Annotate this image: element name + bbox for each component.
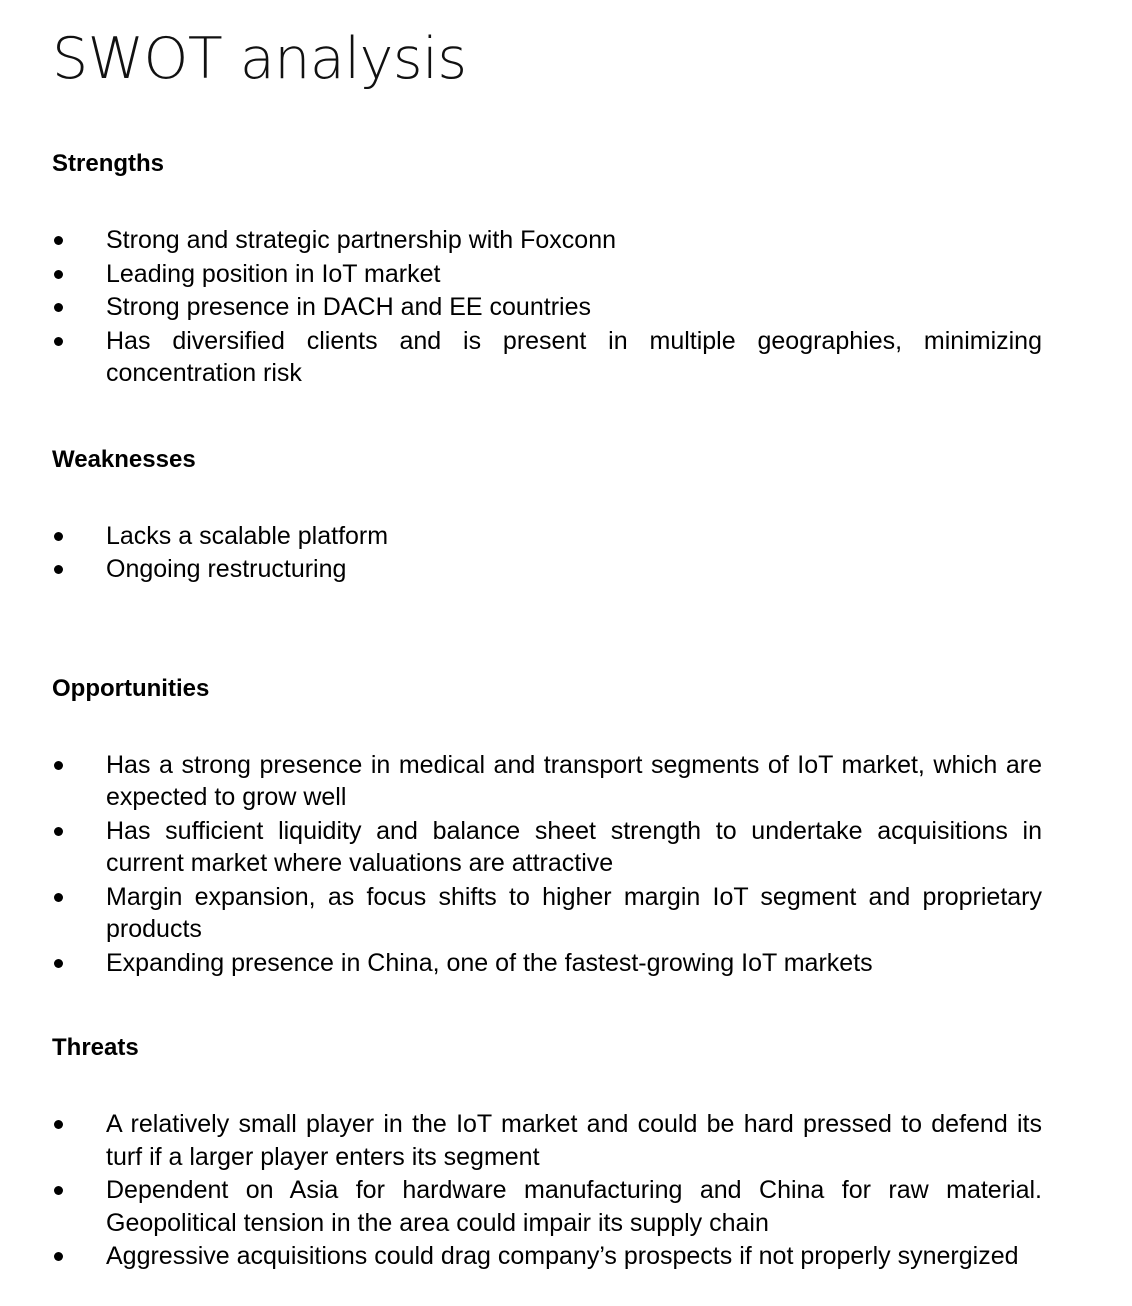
list-item bbox=[52, 1108, 1042, 1173]
weaknesses-list bbox=[52, 520, 1042, 586]
list-item bbox=[52, 325, 1042, 390]
list-item bbox=[52, 258, 1042, 291]
strengths-heading: Strengths bbox=[52, 150, 165, 177]
bullet-icon bbox=[54, 236, 63, 245]
section-opportunities bbox=[52, 674, 1042, 980]
bullet-icon bbox=[54, 303, 63, 312]
strengths-list bbox=[52, 224, 1042, 390]
bullet-icon bbox=[54, 270, 63, 279]
list-item-text: Has diversified clients and is present in multiple geographies, minimizing concentration risk bbox=[106, 326, 1042, 387]
list-item bbox=[52, 520, 1042, 553]
list-item-text: Strong presence in DACH and EE countries bbox=[106, 293, 591, 321]
list-item-text: Strong and strategic partnership with Foxconn bbox=[106, 226, 616, 254]
weaknesses-heading: Weaknesses bbox=[52, 445, 196, 473]
list-item bbox=[52, 815, 1042, 880]
bullet-icon bbox=[54, 827, 63, 836]
list-item-text: A relatively small player in the IoT market and could be hard pressed to defend its turf if a larger player enters its segment bbox=[106, 1110, 1042, 1171]
list-item-text: Has a strong presence in medical and transport segments of IoT market, which are expected to grow well bbox=[106, 750, 1042, 811]
bullet-icon bbox=[54, 565, 63, 574]
list-item bbox=[52, 553, 1042, 586]
list-item-text: Aggressive acquisitions could drag company’s prospects if not properly synergized bbox=[106, 1242, 1019, 1270]
threats-heading: Threats bbox=[52, 1034, 139, 1061]
opportunities-list bbox=[52, 749, 1042, 980]
list-item bbox=[52, 881, 1042, 946]
bullet-icon bbox=[54, 1252, 63, 1261]
list-item-text: Ongoing restructuring bbox=[106, 555, 347, 583]
list-item-text: Expanding presence in China, one of the fastest-growing IoT markets bbox=[106, 948, 873, 977]
list-item bbox=[52, 1240, 1042, 1273]
bullet-icon bbox=[54, 761, 63, 770]
section-threats bbox=[52, 1033, 1042, 1273]
opportunities-heading: Opportunities bbox=[52, 674, 210, 702]
list-item bbox=[52, 224, 1042, 257]
list-item bbox=[52, 947, 1042, 980]
list-item-text: Dependent on Asia for hardware manufacturing and China for raw material. Geopolitical tension in the area could impair its supply chain bbox=[106, 1176, 1042, 1237]
list-item-text: Has sufficient liquidity and balance sheet strength to undertake acquisitions in current market where valuations are attractive bbox=[106, 816, 1042, 877]
threats-list bbox=[52, 1108, 1042, 1273]
bullet-icon bbox=[54, 1186, 63, 1195]
list-item-text: Leading position in IoT market bbox=[106, 259, 441, 288]
bullet-icon bbox=[54, 959, 63, 968]
section-strengths bbox=[52, 149, 1042, 390]
list-item-text: Margin expansion, as focus shifts to higher margin IoT segment and proprietary products bbox=[106, 882, 1042, 943]
swot-document bbox=[52, 0, 1042, 1274]
list-item bbox=[52, 291, 1042, 324]
bullet-icon bbox=[54, 1120, 63, 1129]
bullet-icon bbox=[54, 532, 63, 541]
bullet-icon bbox=[54, 893, 63, 902]
page-title: SWOT analysis bbox=[52, 26, 467, 92]
list-item bbox=[52, 749, 1042, 814]
section-weaknesses bbox=[52, 445, 1042, 586]
bullet-icon bbox=[54, 337, 63, 346]
list-item bbox=[52, 1174, 1042, 1239]
list-item-text: Lacks a scalable platform bbox=[106, 521, 389, 550]
